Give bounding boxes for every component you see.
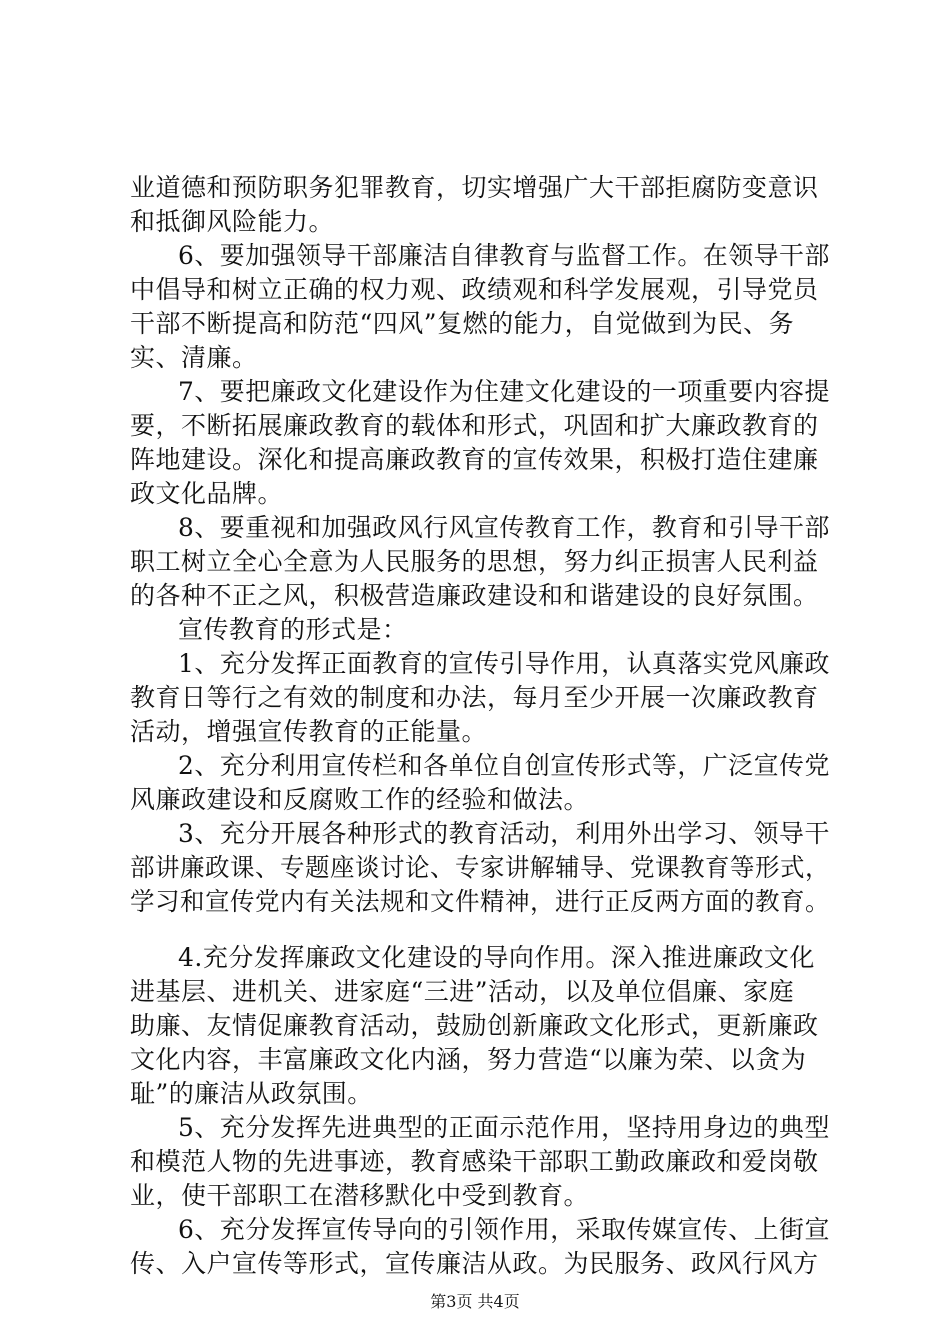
text-line: 宣传教育的形式是： (178, 615, 408, 644)
text-line: 6、充分发挥宣传导向的引领作用，采取传媒宣传、上街宣 (178, 1215, 830, 1244)
text-line: 助廉、友情促廉教育活动，鼓励创新廉政文化形式，更新廉政 (130, 1011, 819, 1040)
text-line: 要，不断拓展廉政教育的载体和形式，巩固和扩大廉政教育的 (130, 411, 819, 440)
text-line: 学习和宣传党内有关法规和文件精神，进行正反两方面的教育。 (130, 887, 831, 916)
text-line: 5、充分发挥先进典型的正面示范作用，坚持用身边的典型 (178, 1113, 830, 1142)
text-line: 干部不断提高和防范“四风”复燃的能力，自觉做到为民、务 (130, 309, 795, 338)
text-line: 和模范人物的先进事迹，教育感染干部职工勤政廉政和爱岗敬 (130, 1147, 819, 1176)
text-line: 的各种不正之风，积极营造廉政建设和和谐建设的良好氛围。 (130, 581, 819, 610)
text-line: 业道德和预防职务犯罪教育，切实增强广大干部拒腐防变意识 (130, 173, 819, 202)
page-number-footer: 第3页 共4页 (430, 1292, 520, 1311)
text-line: 4.充分发挥廉政文化建设的导向作用。深入推进廉政文化 (178, 943, 815, 972)
text-line: 教育日等行之有效的制度和办法，每月至少开展一次廉政教育 (130, 683, 819, 712)
text-line: 中倡导和树立正确的权力观、政绩观和科学发展观，引导党员 (130, 275, 819, 304)
text-line: 进基层、进机关、进家庭“三进”活动，以及单位倡廉、家庭 (130, 977, 795, 1006)
text-line: 风廉政建设和反腐败工作的经验和做法。 (130, 785, 590, 814)
text-line: 和抵御风险能力。 (130, 207, 335, 236)
text-line: 8、要重视和加强政风行风宣传教育工作，教育和引导干部 (178, 513, 830, 542)
text-line: 部讲廉政课、专题座谈讨论、专家讲解辅导、党课教育等形式， (130, 853, 831, 882)
text-line: 传、入户宣传等形式，宣传廉洁从政。为民服务、政风行风方 (130, 1249, 819, 1278)
text-line: 文化内容，丰富廉政文化内涵，努力营造“以廉为荣、以贪为 (130, 1045, 807, 1074)
text-line: 职工树立全心全意为人民服务的思想，努力纠正损害人民利益 (130, 547, 819, 576)
text-line: 业，使干部职工在潜移默化中受到教育。 (130, 1181, 590, 1210)
text-line: 活动，增强宣传教育的正能量。 (130, 717, 488, 746)
text-line: 3、充分开展各种形式的教育活动，利用外出学习、领导干 (178, 819, 830, 848)
text-line: 2、充分利用宣传栏和各单位自创宣传形式等，广泛宣传党 (178, 751, 830, 780)
text-line: 政文化品牌。 (130, 479, 284, 508)
text-line: 阵地建设。深化和提高廉政教育的宣传效果，积极打造住建廉 (130, 445, 819, 474)
text-line: 实、清廉。 (130, 343, 258, 372)
text-line: 耻”的廉洁从政氛围。 (130, 1079, 373, 1108)
text-line: 1、充分发挥正面教育的宣传引导作用，认真落实党风廉政 (178, 649, 830, 678)
text-line: 6、要加强领导干部廉洁自律教育与监督工作。在领导干部 (178, 241, 830, 270)
text-line: 7、要把廉政文化建设作为住建文化建设的一项重要内容提 (178, 377, 830, 406)
